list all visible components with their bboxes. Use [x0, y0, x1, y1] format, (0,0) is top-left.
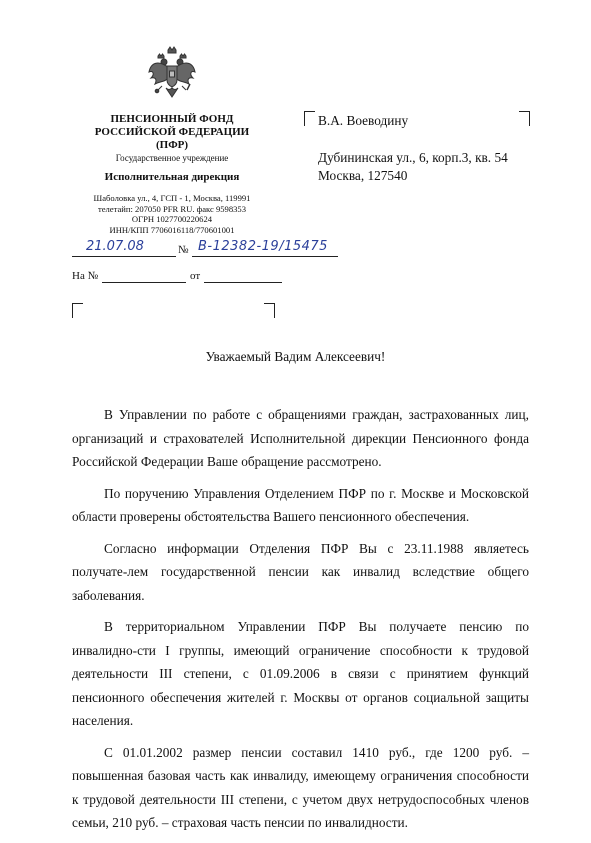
handwritten-date: 21.07.08: [86, 239, 144, 254]
org-type: Государственное учреждение: [115, 153, 229, 163]
address-line: Шаболовка ул., 4, ГСП - 1, Москва, 119991: [93, 193, 251, 203]
number-label: №: [178, 244, 189, 256]
paragraph: Согласно информации Отделения ПФР Вы с 23.11.1988 являетесь получате-лем государственной пенсии как инвалид вследствие общего заболевания.: [72, 540, 529, 603]
from-label: от: [190, 270, 201, 282]
registration-line: [72, 239, 338, 259]
corner-mark-top-left: [72, 303, 83, 318]
recipient-corner-right: [519, 111, 530, 126]
handwritten-number: В-12382-19/15475: [198, 239, 328, 254]
department-name: Исполнительная дирекция: [104, 171, 240, 183]
recipient-street: Дубининская ул., 6, корп.3, кв. 54: [318, 150, 508, 165]
org-name-line2: РОССИЙСКОЙ ФЕДЕРАЦИИ: [94, 126, 250, 138]
address-line: ИНН/КПП 7706016118/770601001: [109, 224, 235, 235]
recipient-city: Москва, 127540: [318, 168, 408, 183]
sender-address: [72, 193, 272, 235]
reference-label: На №: [72, 270, 99, 282]
recipient-block: [318, 112, 508, 185]
recipient-corner-left: [304, 111, 315, 126]
coat-of-arms-icon: [147, 46, 197, 102]
paragraph: В Управлении по работе с обращениями граждан, застрахованных лиц, организаций и страхователей Исполнительной дирекции Пенсионного фонда Российской Федерации Ваше обращение рассмотрено.: [72, 407, 529, 469]
paragraph: С 01.01.2002 размер пенсии составил 1410 руб., где 1200 руб. – повышенная базовая часть как инвалиду, имеющему ограничения способности к трудовой деятельности III степени, с учетом двух нетрудоспособных членов семьи, 210 руб. – страховая часть пенсии по инвалидности.: [72, 744, 529, 830]
number-underline: [192, 256, 338, 257]
from-underline: [204, 282, 282, 283]
reference-underline: [102, 282, 186, 283]
recipient-name: В.А. Воеводину: [318, 113, 409, 128]
paragraph: В территориальном Управлении ПФР Вы получаете пенсию по инвалидно-сти I группы, имеющий ограничение способности к трудовой деятельности III степени, с 01.09.2006 в связи с принятием функций пенсионного обеспечения жителей г. Москвы от органов социальной защиты населения.: [72, 619, 529, 728]
address-line: телетайп: 207050 PFR RU. факс 9598353: [97, 203, 247, 214]
org-name-line3: (ПФР): [155, 139, 189, 151]
org-name-line1: ПЕНСИОННЫЙ ФОНД: [110, 113, 234, 125]
salutation: Уважаемый Вадим Алексеевич!: [205, 349, 386, 364]
date-underline: [72, 256, 176, 257]
paragraph: По поручению Управления Отделением ПФР по г. Москве и Московской области проверены обстоятельства Вашего пенсионного обеспечения.: [72, 485, 529, 524]
corner-mark-top-right: [264, 303, 275, 318]
letter-body: [72, 403, 529, 843]
address-line: ОГРН 1027700220624: [131, 214, 213, 224]
sender-header: [72, 113, 272, 235]
reference-line: [72, 270, 282, 286]
